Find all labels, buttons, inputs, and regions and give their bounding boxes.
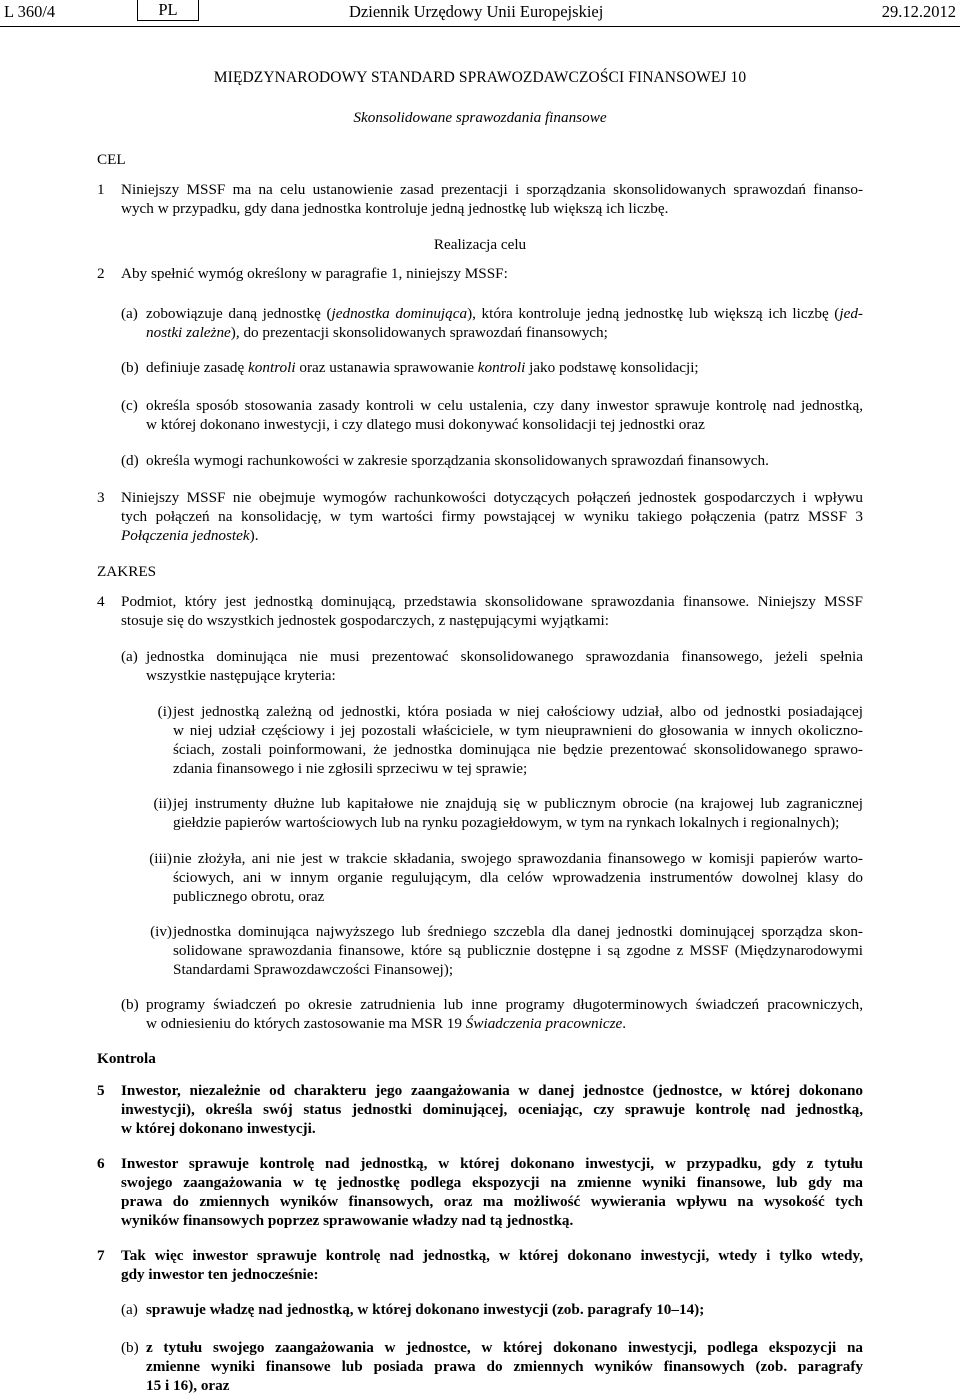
paragraph-2-item-a (121, 304, 863, 342)
paragraph-2 (97, 264, 863, 283)
paragraph-number: 1 (97, 181, 105, 198)
text-line: w której dokonano inwestycji. (121, 1120, 316, 1137)
subitem-iii (146, 849, 863, 906)
text-line: gdy inwestor ten jednocześnie: (121, 1266, 319, 1283)
item-letter: (a) (121, 648, 138, 665)
text-line: Tak więc inwestor sprawuje kontrolę nad jednostką, w której dokonano inwestycji, wtedy i tylko wtedy, (121, 1247, 863, 1264)
item-text (146, 304, 863, 342)
text-line: zobowiązuje daną jednostkę (jednostka dominująca), która kontroluje jedną jednostkę lub większą ich liczbę (jed- (146, 305, 863, 322)
text-line: 15 i 16), oraz (146, 1377, 230, 1394)
paragraph-text (121, 1246, 863, 1284)
text-line: jednostka dominująca najwyższego lub średniego szczebla dla danej jednostki dominującej sporządza skon- (173, 923, 863, 940)
item-letter: (c) (121, 397, 138, 414)
journal-header (0, 0, 960, 28)
text-line: nostki zależne), do prezentacji skonsolidowanych sprawozdań finansowych; (146, 324, 608, 341)
text-line: prawa do zmiennych wyników finansowych, oraz ma możliwość wywierania wpływu na wysokość tych (121, 1193, 863, 1210)
paragraph-text (121, 180, 863, 218)
section-heading-kontrola: Kontrola (97, 1050, 156, 1067)
paragraph-2-item-c (121, 396, 863, 434)
paragraph-text (121, 1154, 863, 1230)
subitem-iv (146, 922, 863, 979)
text-line: zdania finansowego i nie zgłosili sprzeciwu w tej sprawie; (173, 760, 528, 777)
text-line: Niniejszy MSSF nie obejmuje wymogów rachunkowości dotyczących połączeń jednostek gospodarczych i wpływu (121, 489, 863, 506)
publication-date: 29.12.2012 (881, 2, 956, 21)
text-line: Inwestor sprawuje kontrolę nad jednostką, w której dokonano inwestycji, w przypadku, gdy z tytułu (121, 1155, 863, 1172)
paragraph-number: 5 (97, 1082, 105, 1099)
subitem-numeral: (i) (157, 703, 172, 720)
text-line: jej instrumenty dłużne lub kapitałowe nie znajdują się w publicznym obrocie (na krajowej lub zagranicznej (173, 795, 863, 812)
text-line: ściowych, ani w innym organie regulującym, dla celów wprowadzenia instrumentów dowolnej klasy do (173, 869, 863, 886)
text-line: w której dokonano inwestycji, i czy dlatego musi dokonywać konsolidacji tej jednostki oraz (146, 416, 705, 433)
paragraph-4-item-a (121, 647, 863, 685)
document-subtitle: Skonsolidowane sprawozdania finansowe (353, 109, 607, 126)
text-line: wyników finansowych poprzez sprawowanie władzy nad tą jednostką. (121, 1212, 574, 1229)
item-text (146, 396, 863, 434)
paragraph-1 (97, 180, 863, 218)
paragraph-text (121, 488, 863, 545)
text-line: w odniesieniu do których zastosowanie ma MSR 19 Świadczenia pracownicze. (146, 1015, 627, 1032)
text-line: publicznego obrotu, oraz (173, 888, 325, 905)
text-line: w niej udział częściowy i jej pozostali właściciele, w tym nieuprawnieni do głosowania w innych okoliczno- (173, 722, 863, 739)
section-heading-cel: CEL (97, 151, 126, 168)
document-title: MIĘDZYNARODOWY STANDARD SPRAWOZDAWCZOŚCI FINANSOWEJ 10 (213, 69, 747, 86)
item-letter: (b) (121, 996, 139, 1013)
text-line: Podmiot, który jest jednostką dominującą, przedstawia skonsolidowane sprawozdania finansowe. Niniejszy MSSF (121, 593, 863, 610)
item-text (146, 647, 863, 685)
text-line: stosuje się do wszystkich jednostek gospodarczych, z następującymi wyjątkami: (121, 612, 609, 629)
paragraph-5 (97, 1081, 863, 1138)
paragraph-number: 4 (97, 593, 105, 610)
text-line: tych połączeń na konsolidację, w tym wartości firmy powstającej w wyniku takiego połączenia (patrz MSSF 3 (121, 508, 863, 525)
item-text (146, 995, 863, 1033)
header-rule (0, 26, 960, 27)
paragraph-3 (97, 488, 863, 545)
paragraph-7 (97, 1246, 863, 1284)
text-line: giełdzie papierów wartościowych lub na rynku pozagiełdowym, w tym na rynkach lokalnych i regionalnych); (173, 814, 840, 831)
text-line: Inwestor, niezależnie od charakteru jego zaangażowania w danej jednostce (jednostce, w której dokonano (121, 1082, 863, 1099)
subitem-numeral: (ii) (153, 795, 172, 812)
journal-title: Dziennik Urzędowy Unii Europejskiej (349, 2, 604, 21)
text-line: Połączenia jednostek). (121, 527, 259, 544)
text-line: Niniejszy MSSF ma na celu ustanowienie zasad prezentacji i sporządzania skonsolidowanych sprawozdań finanso- (121, 181, 863, 198)
text-line: jednostka dominująca nie musi prezentować skonsolidowanego sprawozdania finansowego, jeżeli spełnia (146, 648, 863, 665)
paragraph-7-item-b (121, 1338, 863, 1395)
text-line: Standardami Sprawozdawczości Finansowej); (173, 961, 454, 978)
text-line: solidowane sprawozdania finansowe, które są publicznie dostępne i są zgodne z MSSF (Międzynarodowymi (173, 942, 863, 959)
paragraph-number: 2 (97, 265, 105, 282)
paragraph-7-item-a (121, 1300, 863, 1319)
paragraph-6 (97, 1154, 863, 1230)
text-line: określa sposób stosowania zasady kontroli w celu ustalenia, czy dany inwestor sprawuje kontrolę nad jednostką, (146, 397, 863, 414)
paragraph-number: 6 (97, 1155, 105, 1172)
language-box: PL (137, 0, 199, 21)
item-letter: (b) (121, 359, 139, 376)
paragraph-text (121, 592, 863, 630)
text-line: z tytułu swojego zaangażowania w jednostce, w której dokonano inwestycji, podlega ekspozycji na (146, 1339, 863, 1356)
text-line: ściach, zostali poinformowani, że jednostka dominująca nie będzie prezentować skonsolidowanego sprawo- (173, 741, 863, 758)
paragraph-2-item-b (121, 358, 863, 377)
text-line: jest jednostką zależną od jednostki, która posiada w niej całościowy udział, albo od jednostki posiadającej (173, 703, 863, 720)
item-text (146, 358, 863, 377)
item-letter: (b) (121, 1339, 139, 1356)
subitem-i (146, 702, 863, 778)
subitem-numeral: (iv) (150, 923, 172, 940)
paragraph-number: 3 (97, 489, 105, 506)
subheading-realizacja: Realizacja celu (433, 236, 527, 253)
text-line: zmienne wyniki finansowe lub posiada prawa do zmiennych wyników finansowych (zob. paragrafy (146, 1358, 863, 1375)
page-reference: L 360/4 (4, 2, 56, 21)
item-text (146, 451, 863, 470)
item-letter: (d) (121, 452, 139, 469)
text-line: sprawuje władzę nad jednostką, w której dokonano inwestycji (zob. paragrafy 10–14); (146, 1301, 705, 1318)
subitem-numeral: (iii) (149, 850, 172, 867)
subitem-ii (146, 794, 863, 832)
text-line: programy świadczeń po okresie zatrudnienia lub inne programy długoterminowych świadczeń pracowniczych, (146, 996, 863, 1013)
subitem-text (173, 794, 863, 832)
section-heading-zakres: ZAKRES (97, 563, 157, 580)
paragraph-2-item-d (121, 451, 863, 470)
text-line: wych w przypadku, gdy dana jednostka kontroluje jedną jednostkę lub większą ich liczbę. (121, 200, 669, 217)
paragraph-text (121, 1081, 863, 1138)
text-line: wszystkie następujące kryteria: (146, 667, 336, 684)
subitem-text (173, 922, 863, 979)
text-line: określa wymogi rachunkowości w zakresie sporządzania skonsolidowanych sprawozdań finansowych. (146, 452, 769, 469)
paragraph-number: 7 (97, 1247, 105, 1264)
paragraph-text: Aby spełnić wymóg określony w paragrafie 1, niniejszy MSSF: (121, 265, 508, 282)
item-letter: (a) (121, 305, 138, 322)
item-letter: (a) (121, 1301, 138, 1318)
subitem-text (173, 702, 863, 778)
text-line: nie złożyła, ani nie jest w trakcie składania, swojego sprawozdania finansowego w komisji papierów warto- (173, 850, 863, 867)
paragraph-4-item-b (121, 995, 863, 1033)
text-line: definiuje zasadę kontroli oraz ustanawia sprawowanie kontroli jako podstawę konsolidacji; (146, 359, 699, 376)
text-line: swojego zaangażowania w tę jednostkę podlega ekspozycji na zmienne wyniki finansowe, lub gdy ma (121, 1174, 863, 1191)
item-text (146, 1338, 863, 1395)
item-text (146, 1300, 863, 1319)
paragraph-4 (97, 592, 863, 630)
text-line: inwestycji), określa swój status jednostki dominującej, oceniając, czy sprawuje kontrolę nad jednostką, (121, 1101, 863, 1118)
subitem-text (173, 849, 863, 906)
